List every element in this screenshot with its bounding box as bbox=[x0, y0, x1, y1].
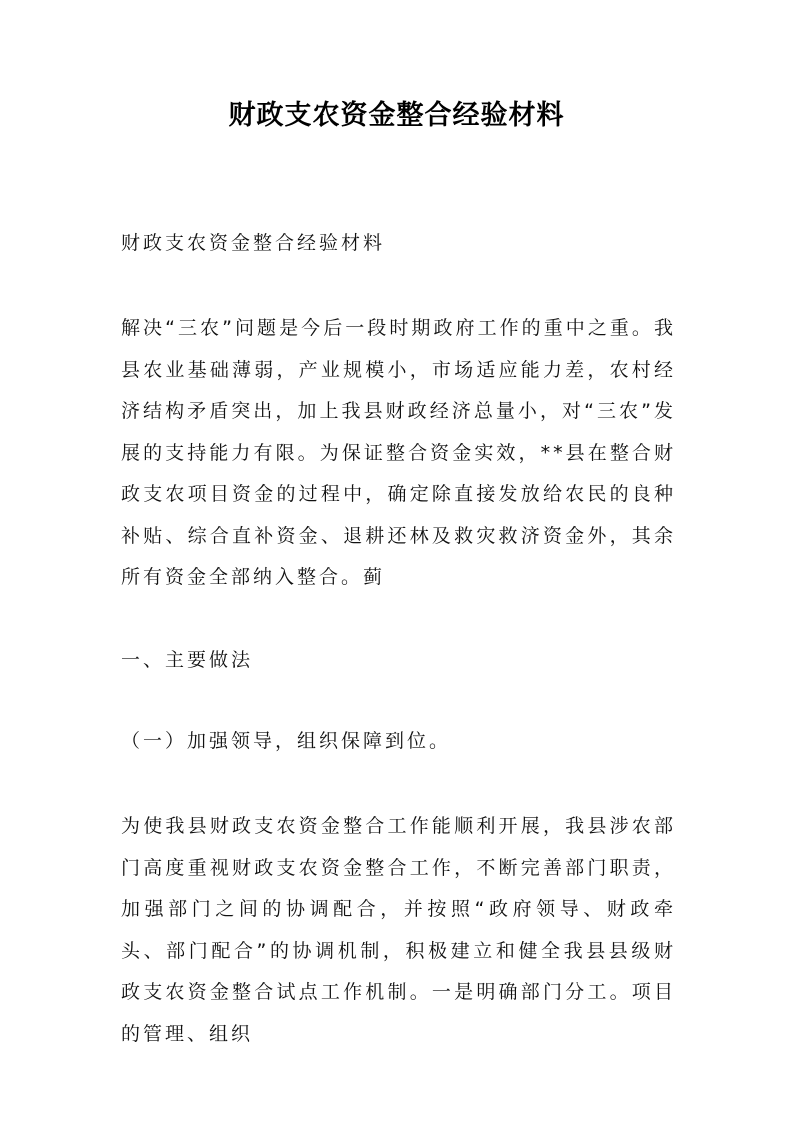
subsection-heading-leadership: （一）加强领导，组织保障到位。 bbox=[121, 730, 452, 752]
document-title: 财政支农资金整合经验材料 bbox=[228, 100, 565, 131]
intro-paragraph: 解决“三农”问题是今后一段时期政府工作的重中之重。我县农业基础薄弱，产业规模小，市场适应能力差，农村经济结构矛盾突出，加上我县财政经济总量小，对“三农”发展的支持能力有限。为保证整合资金实效，**县在整合财政支农项目资金的过程中，确定除直接发放给农民的良种补贴、综合直补资金、退耕还林及救灾救济资金外，其余所有资金全部纳入整合。蓟 bbox=[121, 317, 676, 588]
document-subtitle: 财政支农资金整合经验材料 bbox=[121, 232, 386, 254]
leadership-paragraph: 为使我县财政支农资金整合工作能顺利开展，我县涉农部门高度重视财政支农资金整合工作，不断完善部门职责，加强部门之间的协调配合，并按照“政府领导、财政牵头、部门配合”的协调机制，积极建立和健全我县县级财政支农资金整合试点工作机制。一是明确部门分工。项目的管理、组织 bbox=[121, 815, 676, 1045]
section-heading-main-practices: 一、主要做法 bbox=[121, 649, 254, 671]
